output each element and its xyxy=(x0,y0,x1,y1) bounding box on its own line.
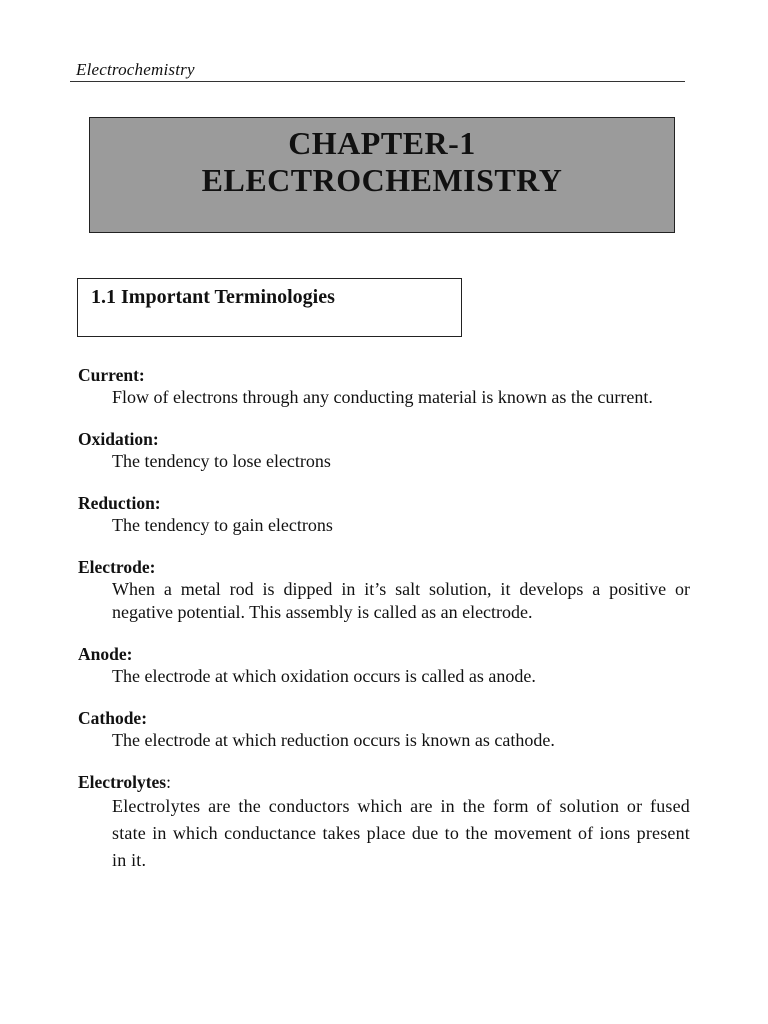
term-electrolytes xyxy=(78,771,690,874)
term-anode xyxy=(78,643,690,688)
term-definition: The electrode at which reduction occurs is known as cathode. xyxy=(112,730,555,750)
chapter-number: CHAPTER-1 xyxy=(288,125,476,161)
term-name: Current: xyxy=(78,365,145,385)
term-name: Oxidation: xyxy=(78,429,159,449)
chapter-title: ELECTROCHEMISTRY xyxy=(201,162,563,198)
term-oxidation xyxy=(78,428,690,473)
section-heading: 1.1 Important Terminologies xyxy=(91,286,335,308)
term-definition: When a metal rod is dipped in it’s salt solution, it develops a positive or negative potential. This assembly is called as an electrode. xyxy=(112,579,690,622)
term-definition: Electrolytes are the conductors which are in the form of solution or fused state in which conductance takes place due to the movement of ions present in it. xyxy=(112,796,690,870)
term-name: Cathode: xyxy=(78,708,148,728)
term-name: Anode: xyxy=(78,644,133,664)
term-definition: Flow of electrons through any conducting material is known as the current. xyxy=(112,387,653,407)
term-name: Electrode: xyxy=(78,557,156,577)
term-name-colon: : xyxy=(166,772,171,792)
term-definition: The electrode at which oxidation occurs is called as anode. xyxy=(112,666,536,686)
running-header: Electrochemistry xyxy=(76,60,195,79)
section-heading-box xyxy=(77,278,462,337)
term-definition: The tendency to gain electrons xyxy=(112,515,333,535)
terminology-list xyxy=(78,364,690,893)
chapter-title-box xyxy=(89,117,675,233)
term-name: Reduction: xyxy=(78,493,161,513)
term-electrode xyxy=(78,556,690,624)
term-definition: The tendency to lose electrons xyxy=(112,451,331,471)
term-name xyxy=(78,771,690,793)
term-cathode xyxy=(78,707,690,752)
term-reduction xyxy=(78,492,690,537)
term-name-text: Electrolytes xyxy=(78,772,167,792)
header-divider xyxy=(70,81,685,82)
term-current xyxy=(78,364,690,409)
